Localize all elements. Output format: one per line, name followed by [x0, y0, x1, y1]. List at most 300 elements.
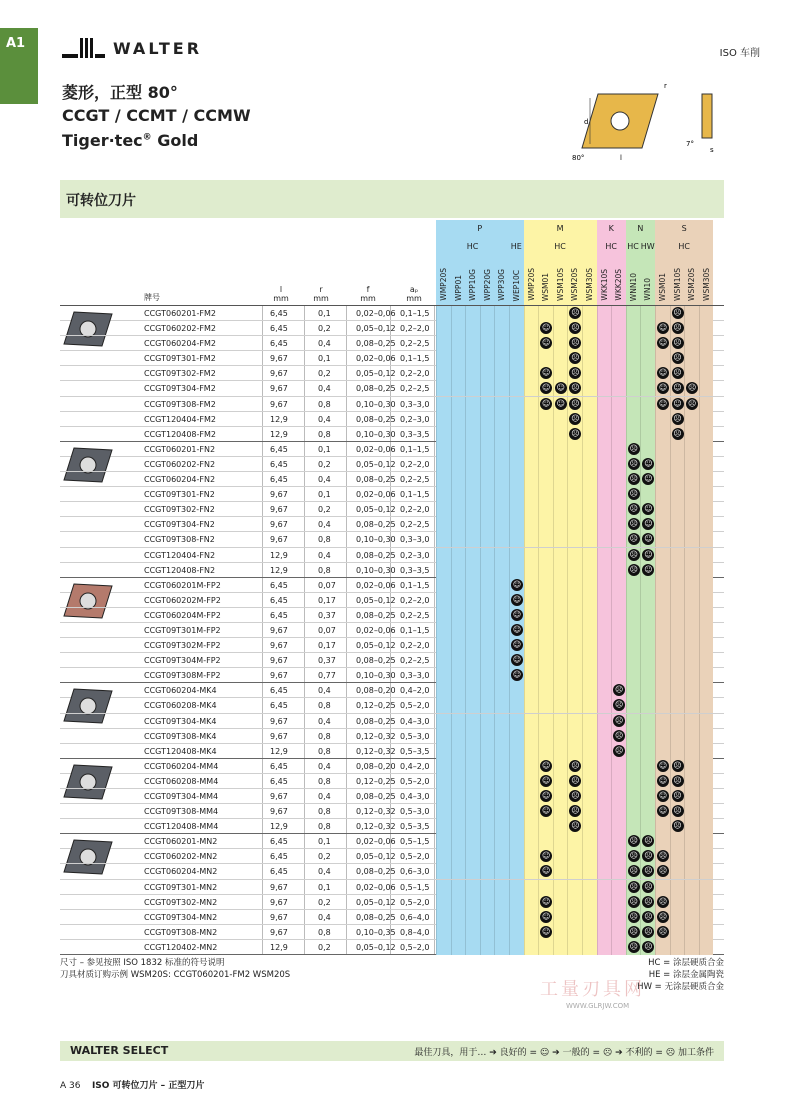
grade-cell: [699, 683, 714, 698]
grade-cell: [480, 623, 495, 638]
column-divider: [262, 849, 263, 863]
grade-cell: [567, 834, 582, 849]
table-row[interactable]: [60, 623, 724, 638]
cell-l: 9,67: [270, 927, 288, 937]
column-divider: [434, 412, 435, 426]
grade-cell: [465, 638, 480, 653]
cell-ap: 0,2–2,5: [400, 656, 430, 666]
grade-cell: [670, 381, 685, 396]
good-smiley-icon: ☺: [644, 564, 653, 574]
cell-designation: CCGT060201M-FP2: [144, 580, 221, 590]
grade-cell: [597, 427, 612, 442]
column-divider: [262, 714, 263, 728]
grade-cell: [597, 925, 612, 940]
table-row[interactable]: [60, 487, 724, 502]
table-row[interactable]: [60, 714, 724, 729]
table-row[interactable]: [60, 759, 724, 774]
table-row[interactable]: [60, 698, 724, 713]
grade-cell: [509, 397, 524, 412]
column-divider: [390, 759, 391, 773]
grade-cell: [436, 910, 451, 925]
grade-cell: [538, 517, 553, 532]
cell-f: 0,02–0,06: [356, 580, 396, 590]
column-divider: [434, 366, 435, 380]
table-row[interactable]: [60, 864, 724, 879]
table-row[interactable]: [60, 351, 724, 366]
grade-cell: [567, 366, 582, 381]
grade-cell: [640, 683, 655, 698]
cell-ap: 0,1–1,5: [400, 490, 430, 500]
grade-column-label: WPP20G: [482, 269, 492, 301]
column-divider: [346, 653, 347, 667]
cell-l: 12,9: [270, 746, 288, 756]
grade-cell: [553, 698, 568, 713]
grade-cell: [509, 381, 524, 396]
grade-cell: [640, 774, 655, 789]
grade-cell: [524, 306, 539, 321]
column-divider: [434, 925, 435, 939]
table-row[interactable]: [60, 412, 724, 427]
normal-smiley-icon: ☹: [571, 368, 580, 378]
grade-column-label: WKK10S: [599, 269, 609, 301]
grade-cell: [567, 910, 582, 925]
header-ap: [394, 285, 434, 303]
table-row[interactable]: [60, 517, 724, 532]
table-row[interactable]: [60, 532, 724, 547]
cell-r: 0,8: [318, 399, 331, 409]
grade-cell: [524, 744, 539, 759]
column-divider: [346, 563, 347, 577]
grade-cell: [699, 563, 714, 578]
table-row[interactable]: [60, 683, 724, 698]
grade-cell: [699, 668, 714, 683]
grade-cell: [436, 804, 451, 819]
grade-cell: [655, 864, 670, 879]
grade-cell: [480, 729, 495, 744]
grade-cell: [567, 472, 582, 487]
walter-select-band: [60, 1041, 724, 1061]
grade-cell: [684, 653, 699, 668]
grade-cell: [626, 925, 641, 940]
column-divider: [262, 397, 263, 411]
column-divider: [434, 351, 435, 365]
column-divider: [346, 759, 347, 773]
grade-cell: [684, 834, 699, 849]
grade-cell: [626, 517, 641, 532]
walter-select-legend: 最佳刀具，用于… ➔ 良好的 = ☺ ➔ 一般的 = ☹ ➔ 不利的 = ☹ 加工条件: [414, 1048, 714, 1058]
grade-cell: [480, 864, 495, 879]
cell-designation: CCGT060208-MM4: [144, 776, 219, 786]
grade-cell: [582, 774, 597, 789]
grade-cell: [626, 593, 641, 608]
good-smiley-icon: ☺: [542, 896, 551, 906]
product-line: [62, 131, 198, 150]
grade-cell: [480, 487, 495, 502]
column-divider: [304, 366, 305, 380]
good-smiley-icon: ☺: [644, 474, 653, 484]
grade-cell: [567, 940, 582, 955]
grade-cell: [465, 502, 480, 517]
grade-cell: [640, 638, 655, 653]
column-divider: [304, 563, 305, 577]
table-row[interactable]: [60, 608, 724, 623]
grade-cell: [465, 910, 480, 925]
cell-r: 0,07: [318, 580, 336, 590]
grade-cell: [597, 834, 612, 849]
grade-cell: [567, 683, 582, 698]
column-divider: [346, 804, 347, 818]
grade-cell: [509, 472, 524, 487]
column-divider: [346, 729, 347, 743]
grade-cell: [465, 306, 480, 321]
normal-smiley-icon: ☹: [629, 866, 638, 876]
table-row[interactable]: [60, 457, 724, 472]
grade-cell: [699, 864, 714, 879]
grade-cell: [582, 744, 597, 759]
cell-ap: 0,3–3,0: [400, 535, 430, 545]
label-d: d: [584, 118, 589, 126]
table-row[interactable]: [60, 306, 724, 321]
cell-l: 12,9: [270, 565, 288, 575]
grade-cell: [524, 532, 539, 547]
grade-cell: [494, 412, 509, 427]
grade-cell: [436, 502, 451, 517]
grade-cell: [524, 714, 539, 729]
table-row[interactable]: [60, 925, 724, 940]
table-row[interactable]: [60, 910, 724, 925]
grade-cell: [451, 487, 466, 502]
column-divider: [304, 925, 305, 939]
grade-cell: [582, 487, 597, 502]
grade-cell: [494, 563, 509, 578]
column-divider: [346, 427, 347, 441]
header-ap-sym: aₚ: [409, 285, 419, 294]
grade-cell: [670, 532, 685, 547]
table-row[interactable]: [60, 563, 724, 578]
column-divider: [304, 608, 305, 622]
grade-cell: [655, 427, 670, 442]
grade-cell: [640, 880, 655, 895]
grade-cell: [626, 895, 641, 910]
grade-cell: [436, 306, 451, 321]
grade-cell: [509, 442, 524, 457]
table-row[interactable]: [60, 819, 724, 834]
column-divider: [390, 925, 391, 939]
cell-f: 0,02–0,06: [356, 625, 396, 635]
grade-cell: [626, 351, 641, 366]
grade-cell: [684, 774, 699, 789]
normal-smiley-icon: ☹: [571, 760, 580, 770]
grade-cell: [655, 502, 670, 517]
cell-l: 6,45: [270, 339, 288, 349]
grade-cell: [436, 623, 451, 638]
good-smiley-icon: ☺: [556, 383, 565, 393]
grade-column-label: WSM10S: [672, 268, 682, 301]
grade-cell: [640, 578, 655, 593]
grade-cell: [582, 563, 597, 578]
column-divider: [262, 774, 263, 788]
grade-cell: [553, 668, 568, 683]
table-row[interactable]: [60, 442, 724, 457]
grade-cell: [451, 412, 466, 427]
column-divider: [390, 548, 391, 562]
grade-cell: [670, 457, 685, 472]
grade-cell: [538, 864, 553, 879]
column-divider: [262, 351, 263, 365]
grade-cell: [670, 910, 685, 925]
good-smiley-icon: ☺: [542, 383, 551, 393]
material-group-label: K: [608, 224, 614, 233]
grade-cell: [597, 819, 612, 834]
grade-column-label: WPP10G: [468, 269, 478, 301]
cell-l: 12,9: [270, 942, 288, 952]
normal-smiley-icon: ☹: [673, 323, 682, 333]
column-divider: [346, 578, 347, 592]
table-row[interactable]: [60, 502, 724, 517]
grade-cell: [480, 683, 495, 698]
grade-column-label: WMP20S: [439, 268, 448, 301]
grade-cell: [611, 472, 626, 487]
grade-cell: [509, 940, 524, 955]
good-smiley-icon: ☺: [542, 911, 551, 921]
grade-cell: [655, 729, 670, 744]
grade-cell: [465, 366, 480, 381]
column-divider: [304, 940, 305, 954]
grade-subgroup-label: HC: [678, 242, 690, 251]
column-divider: [262, 578, 263, 592]
grade-cell: [699, 819, 714, 834]
table-row[interactable]: [60, 774, 724, 789]
grade-cell: [611, 623, 626, 638]
column-divider: [346, 502, 347, 516]
grade-cell: [553, 472, 568, 487]
grade-cell: [480, 804, 495, 819]
grade-cell: [626, 608, 641, 623]
cell-designation: CCGT060202-MN2: [144, 852, 218, 862]
grade-cell: [567, 593, 582, 608]
grade-cell: [451, 321, 466, 336]
grade-cell: [451, 472, 466, 487]
grade-cell: [655, 940, 670, 955]
grade-cell: [640, 729, 655, 744]
grade-cell: [684, 849, 699, 864]
cell-r: 0,2: [318, 324, 331, 334]
cell-designation: CCGT120402-MN2: [144, 942, 218, 952]
cell-ap: 0,5–1,5: [400, 882, 430, 892]
cell-designation: CCGT09T308-FN2: [144, 535, 215, 545]
grade-cell: [611, 502, 626, 517]
normal-smiley-icon: ☹: [571, 353, 580, 363]
grade-cell: [538, 744, 553, 759]
normal-smiley-icon: ☹: [629, 851, 638, 861]
column-divider: [390, 849, 391, 863]
column-divider: [262, 940, 263, 954]
grade-cell: [670, 563, 685, 578]
grade-cell: [451, 306, 466, 321]
grade-cell: [582, 608, 597, 623]
grade-cell: [451, 351, 466, 366]
cell-l: 12,9: [270, 414, 288, 424]
normal-smiley-icon: ☹: [571, 428, 580, 438]
grade-cell: [509, 819, 524, 834]
grade-cell: [655, 321, 670, 336]
grade-cell: [597, 321, 612, 336]
grade-cell: [626, 759, 641, 774]
grade-cell: [699, 321, 714, 336]
grade-cell: [567, 532, 582, 547]
grade-cell: [626, 940, 641, 955]
table-row[interactable]: [60, 548, 724, 563]
grade-cell: [465, 442, 480, 457]
grade-cell: [626, 397, 641, 412]
grade-cell: [597, 502, 612, 517]
grade-cell: [626, 864, 641, 879]
grade-cell: [494, 774, 509, 789]
grade-cell: [553, 925, 568, 940]
grade-cell: [538, 834, 553, 849]
column-divider: [304, 578, 305, 592]
table-row[interactable]: [60, 593, 724, 608]
good-smiley-icon: ☺: [542, 323, 551, 333]
good-smiley-icon: ☺: [542, 338, 551, 348]
grade-cell: [480, 940, 495, 955]
column-divider: [262, 336, 263, 350]
grade-cell: [538, 442, 553, 457]
column-divider: [434, 397, 435, 411]
grade-cell: [699, 351, 714, 366]
cell-designation: CCGT060202-FN2: [144, 459, 216, 469]
grade-cell: [626, 698, 641, 713]
grade-cell: [465, 834, 480, 849]
grade-cell: [699, 880, 714, 895]
grade-cell: [640, 487, 655, 502]
normal-smiley-icon: ☹: [629, 564, 638, 574]
column-divider: [262, 517, 263, 531]
grade-cell: [494, 698, 509, 713]
cell-r: 0,1: [318, 309, 331, 318]
cell-r: 0,37: [318, 610, 336, 620]
grade-cell: [567, 759, 582, 774]
grade-cell: [626, 834, 641, 849]
grade-cell: [538, 653, 553, 668]
page-number: A 36: [60, 1081, 81, 1091]
grade-cell: [494, 729, 509, 744]
grade-cell: [494, 623, 509, 638]
grade-cell: [567, 714, 582, 729]
grade-cell: [524, 381, 539, 396]
table-row[interactable]: [60, 834, 724, 849]
normal-smiley-icon: ☹: [673, 353, 682, 363]
table-row[interactable]: [60, 472, 724, 487]
cell-ap: 0,3–3,5: [400, 565, 430, 575]
grade-cell: [655, 548, 670, 563]
cell-l: 9,67: [270, 520, 288, 530]
grade-cell: [509, 532, 524, 547]
column-divider: [304, 895, 305, 909]
column-divider: [390, 653, 391, 667]
table-row[interactable]: [60, 638, 724, 653]
grade-cell: [509, 683, 524, 698]
grade-cell: [538, 940, 553, 955]
cell-r: 0,1: [318, 837, 331, 847]
grade-cell: [480, 698, 495, 713]
grade-cell: [509, 910, 524, 925]
grade-cell: [626, 744, 641, 759]
table-row[interactable]: [60, 895, 724, 910]
table-row[interactable]: [60, 668, 724, 683]
table-row[interactable]: [60, 578, 724, 593]
grade-cell: [451, 366, 466, 381]
table-row[interactable]: [60, 381, 724, 396]
column-divider: [346, 412, 347, 426]
grade-cell: [567, 563, 582, 578]
cell-f: 0,10–0,30: [356, 671, 396, 681]
cell-designation: CCGT060204-MN2: [144, 867, 218, 877]
grade-cell: [436, 548, 451, 563]
column-divider: [346, 774, 347, 788]
grade-cell: [436, 351, 451, 366]
grade-cell: [670, 427, 685, 442]
grade-cell: [684, 925, 699, 940]
cell-ap: 0,2–3,0: [400, 550, 430, 560]
grade-cell: [670, 789, 685, 804]
table-row[interactable]: [60, 653, 724, 668]
grade-cell: [670, 683, 685, 698]
grade-cell: [655, 487, 670, 502]
grade-cell: [640, 351, 655, 366]
column-divider: [262, 759, 263, 773]
cell-ap: 0,2–2,5: [400, 475, 430, 485]
grade-cell: [494, 351, 509, 366]
grade-cell: [582, 819, 597, 834]
table-row[interactable]: [60, 789, 724, 804]
table-row[interactable]: [60, 321, 724, 336]
column-divider: [262, 789, 263, 803]
grade-cell: [655, 774, 670, 789]
grade-cell: [655, 608, 670, 623]
column-divider: [390, 608, 391, 622]
grade-cell: [655, 910, 670, 925]
grade-cell: [553, 910, 568, 925]
table-row[interactable]: [60, 729, 724, 744]
grade-cell: [436, 532, 451, 547]
grade-cell: [597, 381, 612, 396]
grade-cell: [567, 487, 582, 502]
table-row[interactable]: [60, 804, 724, 819]
grade-cell: [699, 623, 714, 638]
table-row[interactable]: [60, 880, 724, 895]
grade-cell: [524, 548, 539, 563]
table-row[interactable]: [60, 427, 724, 442]
cell-ap: 0,2–2,5: [400, 610, 430, 620]
table-row[interactable]: [60, 397, 724, 412]
grade-cell: [553, 336, 568, 351]
table-row[interactable]: [60, 849, 724, 864]
footnote-dimensions: 尺寸 – 参见按照 ISO 1832 标准的符号说明: [60, 958, 225, 968]
grade-cell: [597, 789, 612, 804]
cell-ap: 0,5–3,5: [400, 746, 430, 756]
table-row[interactable]: [60, 744, 724, 759]
grade-cell: [451, 563, 466, 578]
table-row[interactable]: [60, 940, 724, 955]
grade-cell: [494, 442, 509, 457]
grade-cell: [684, 412, 699, 427]
table-row[interactable]: [60, 336, 724, 351]
cell-f: 0,08–0,25: [356, 656, 396, 666]
table-row[interactable]: [60, 366, 724, 381]
grade-cell: [684, 563, 699, 578]
grade-cell: [494, 457, 509, 472]
